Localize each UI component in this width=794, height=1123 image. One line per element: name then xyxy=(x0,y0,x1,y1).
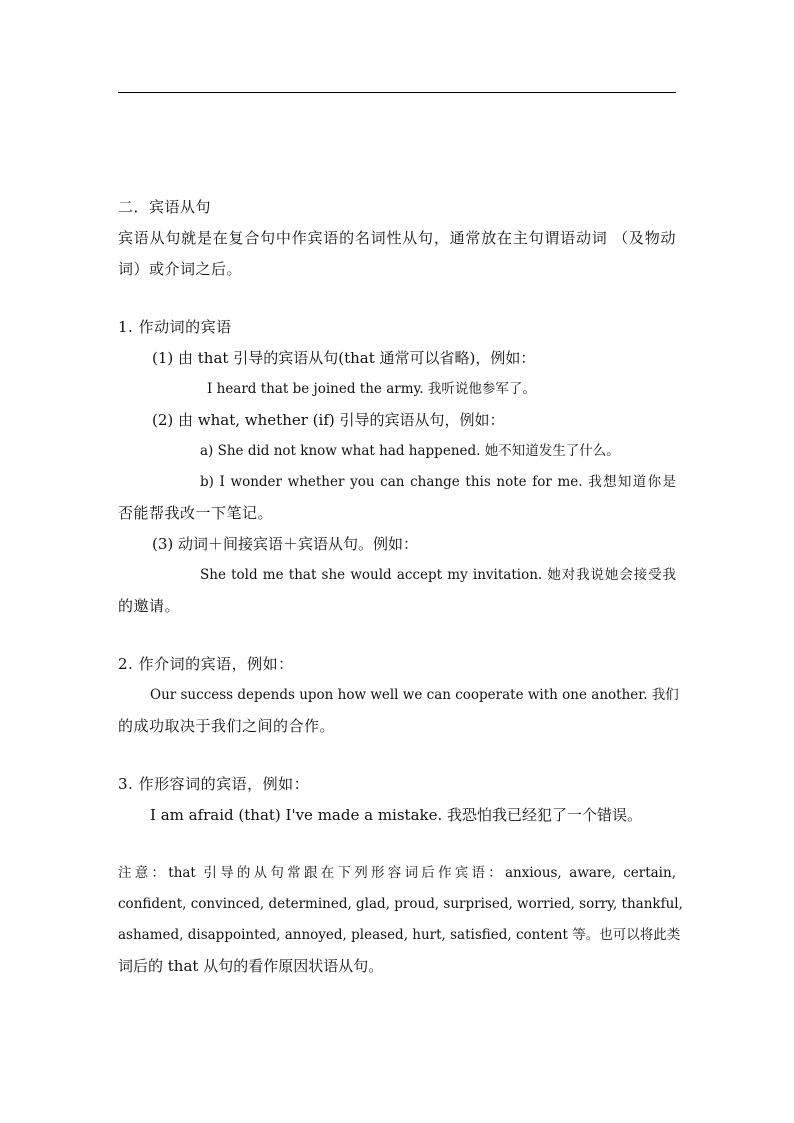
part1-item2: (2) 由 what, whether (if) 引导的宾语从句，例如： xyxy=(152,411,505,429)
part1-item3: (3) 动词＋间接宾语＋宾语从句。例如： xyxy=(152,535,419,553)
part1-item2-example-a: a) She did not know what had happened. 她不知道发生了什么。 xyxy=(200,443,620,459)
intro-paragraph-line: 词）或介词之后。 xyxy=(118,260,243,278)
intro-paragraph-line: 宾语从句就是在复合句中作宾语的名词性从句，通常放在主句谓语动词 （及物动 xyxy=(118,229,676,247)
part1-item3-example-cont: 的邀请。 xyxy=(118,597,181,615)
part3-heading: 3. 作形容词的宾语，例如： xyxy=(118,775,310,793)
part2-example: Our success depends upon how well we can cooperate with one another. 我们 xyxy=(150,687,679,703)
part1-item2-example-b: b) I wonder whether you can change this note for me. 我想知道你是 xyxy=(200,474,676,490)
note-line: confident, convinced, determined, glad, proud, surprised, worried, sorry, thankful, xyxy=(118,896,683,912)
part3-example: I am afraid (that) I've made a mistake. 我恐怕我已经犯了一个错误。 xyxy=(150,806,643,824)
section-heading: 二．宾语从句 xyxy=(118,198,212,216)
part2-example-cont: 的成功取决于我们之间的合作。 xyxy=(118,717,336,735)
part1-item1: (1) 由 that 引导的宾语从句(that 通常可以省略)，例如： xyxy=(152,349,536,367)
note-line: ashamed, disappointed, annoyed, pleased, hurt, satisfied, content 等。也可以将此类 xyxy=(118,927,681,943)
header-rule xyxy=(118,92,676,93)
document-body xyxy=(118,192,683,982)
note-line: 注意：that 引导的从句常跟在下列形容词后作宾语：anxious, aware, certain, xyxy=(118,865,676,881)
part1-item2-example-b-cont: 否能帮我改一下笔记。 xyxy=(118,504,274,522)
note-line: 词后的 that 从句的看作原因状语从句。 xyxy=(118,957,384,975)
part1-item3-example: She told me that she would accept my invitation. 她对我说她会接受我 xyxy=(200,567,676,583)
part2-heading: 2. 作介词的宾语，例如： xyxy=(118,655,294,673)
part1-item1-example: I heard that be joined the army. 我听说他参军了。 xyxy=(207,381,536,397)
part1-heading: 1. 作动词的宾语 xyxy=(118,318,232,336)
